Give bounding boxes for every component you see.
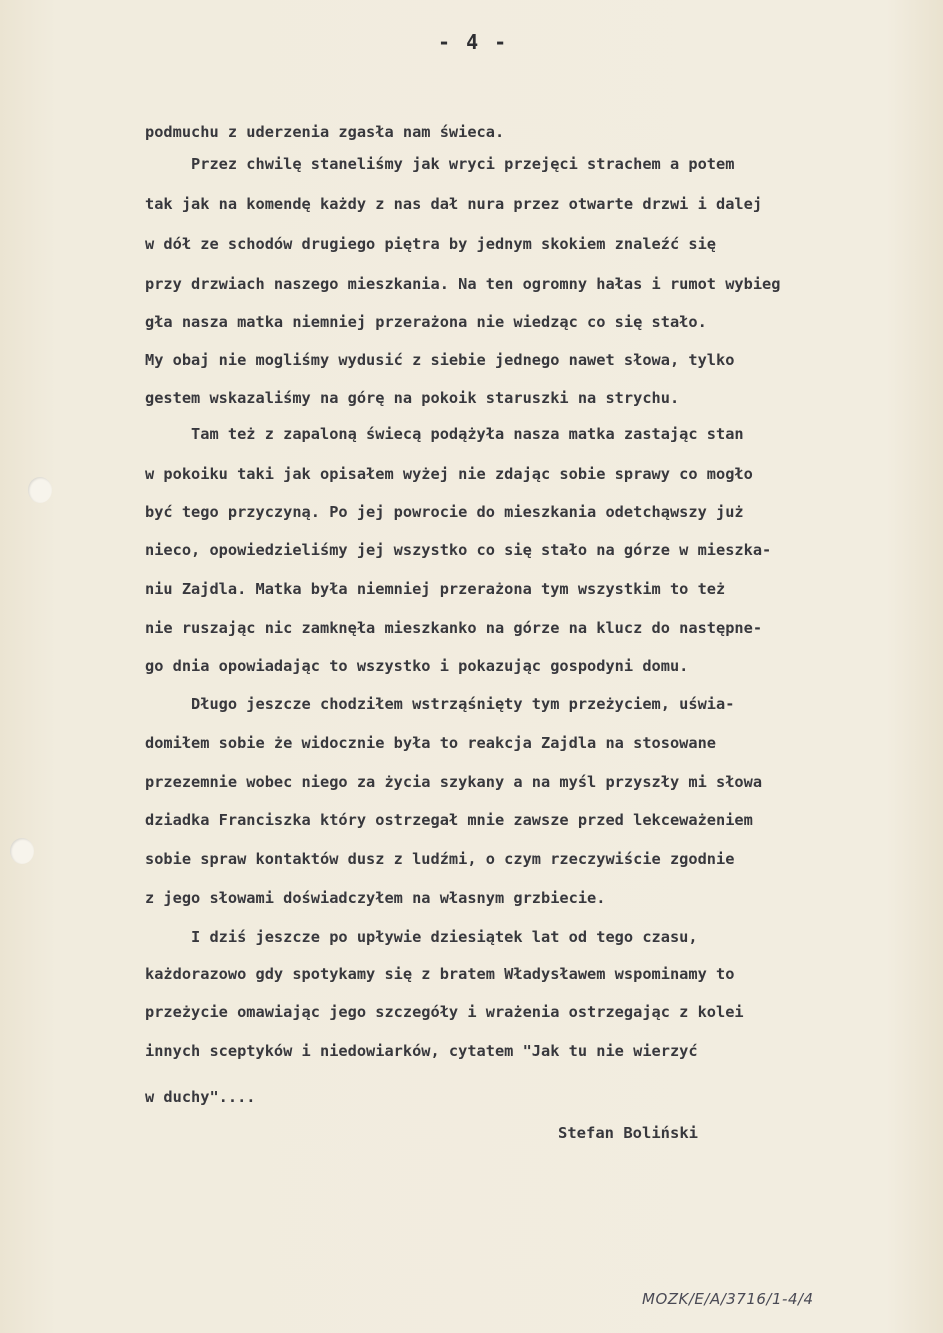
text-line: niu Zajdla. Matka była niemniej przerażona tym wszystkim to też — [145, 580, 726, 598]
text-line: nieco, opowiedzieliśmy jej wszystko co się stało na górze w mieszka- — [145, 541, 772, 559]
text-line: sobie spraw kontaktów dusz z ludźmi, o czym rzeczywiście zgodnie — [145, 850, 735, 868]
author-signature: Stefan Boliński — [558, 1124, 698, 1142]
text-line: nie ruszając nic zamknęła mieszkanko na górze na klucz do następne- — [145, 619, 763, 637]
text-line: podmuchu z uderzenia zgasła nam świeca. — [145, 123, 505, 141]
text-line: gła nasza matka niemniej przerażona nie wiedząc co się stało. — [145, 313, 707, 331]
text-line: w dół ze schodów drugiego piętra by jednym skokiem znaleźć się — [145, 235, 716, 253]
text-line: Długo jeszcze chodziłem wstrząśnięty tym przeżyciem, uświa- — [145, 695, 735, 713]
text-line: przy drzwiach naszego mieszkania. Na ten ogromny hałas i rumot wybieg — [145, 275, 781, 293]
text-line: Przez chwilę staneliśmy jak wryci przejęci strachem a potem — [145, 155, 735, 173]
text-line: innych sceptyków i niedowiarków, cytatem "Jak tu nie wierzyć — [145, 1042, 698, 1060]
text-line: gestem wskazaliśmy na górę na pokoik staruszki na strychu. — [145, 389, 680, 407]
text-line: w duchy".... — [145, 1088, 256, 1106]
text-line: przeżycie omawiając jego szczegóły i wrażenia ostrzegając z kolei — [145, 1003, 744, 1021]
text-line: w pokoiku taki jak opisałem wyżej nie zdając sobie sprawy co mogło — [145, 465, 753, 483]
text-line: go dnia opowiadając to wszystko i pokazując gospodyni domu. — [145, 657, 689, 675]
text-line: I dziś jeszcze po upływie dziesiątek lat od tego czasu, — [145, 928, 698, 946]
page-number: - 4 - — [438, 30, 509, 54]
text-line: dziadka Franciszka który ostrzegał mnie zawsze przed lekceważeniem — [145, 811, 753, 829]
punch-hole — [10, 838, 34, 864]
text-line: domiłem sobie że widocznie była to reakcja Zajdla na stosowane — [145, 734, 716, 752]
text-line: przezemnie wobec niego za życia szykany a na myśl przyszły mi słowa — [145, 773, 763, 791]
text-line: My obaj nie mogliśmy wydusić z siebie jednego nawet słowa, tylko — [145, 351, 735, 369]
archive-reference: MOZK/E/A/3716/1-4/4 — [642, 1290, 814, 1308]
text-line: tak jak na komendę każdy z nas dał nura przez otwarte drzwi i dalej — [145, 195, 763, 213]
text-line: każdorazowo gdy spotykamy się z bratem Władysławem wspominamy to — [145, 965, 735, 983]
text-line: Tam też z zapaloną świecą podążyła nasza matka zastając stan — [145, 425, 744, 443]
text-line: z jego słowami doświadczyłem na własnym grzbiecie. — [145, 889, 606, 907]
text-line: być tego przyczyną. Po jej powrocie do mieszkania odetchąwszy już — [145, 503, 744, 521]
punch-hole — [28, 477, 52, 503]
